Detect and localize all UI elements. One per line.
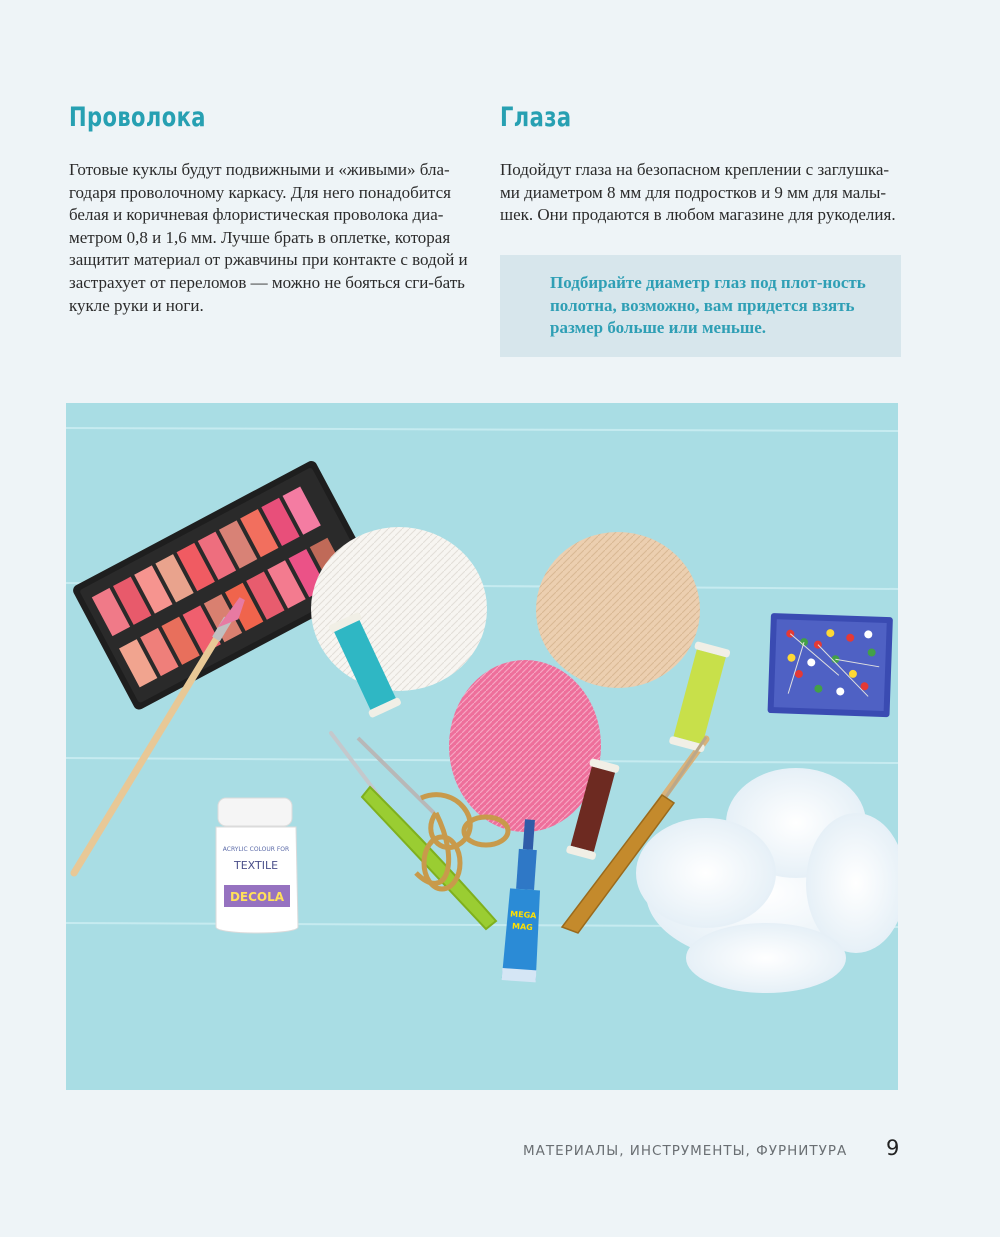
running-footer-section: МАТЕРИАЛЫ, ИНСТРУМЕНТЫ, ФУРНИТУРА — [523, 1143, 848, 1159]
eyes-section-title: Глаза — [500, 102, 572, 133]
wire-section-text: Готовые куклы будут подвижными и «живыми» бла-годаря проволочному каркасу. Для него понадобится белая и коричневая флористическая проволока диа-метром 0,8 и 1,6 мм. Лучше брать в оплетке, которая защитит материал от ржавчины при контакте с водой и застрахует от переломов — можно не бояться сги-бать кукле руки и ноги. — [69, 160, 468, 315]
beige-yarn-ball — [536, 532, 700, 688]
materials-photo — [66, 403, 898, 1090]
textile-paint-jar — [216, 798, 298, 933]
glue-brand-line2: MAG — [511, 921, 534, 933]
glue-brand-line1: MEGA — [509, 909, 537, 921]
eyes-section-text: Подойдут глаза на безопасном креплении с заглушка-ми диаметром 8 мм для подростков и 9 мм для малы-шек. Они продаются в любом магазине для рукоделия. — [500, 160, 896, 225]
tip-text: Подбирайте диаметр глаз под плот-ность полотна, возможно, вам придется взять размер больше или меньше. — [550, 273, 866, 338]
paint-jar-label-line1: ACRYLIC COLOUR FOR — [222, 846, 290, 853]
wire-section-title: Проволока — [69, 102, 206, 133]
pink-yarn-ball — [449, 660, 601, 832]
sewing-pins-box — [768, 613, 893, 717]
white-yarn-ball — [311, 527, 487, 691]
page-number: 9 — [886, 1136, 900, 1160]
paint-jar-label-line2: TEXTILE — [233, 859, 279, 872]
tip-box — [500, 255, 901, 357]
paint-jar-brand: DECOLA — [229, 890, 285, 904]
